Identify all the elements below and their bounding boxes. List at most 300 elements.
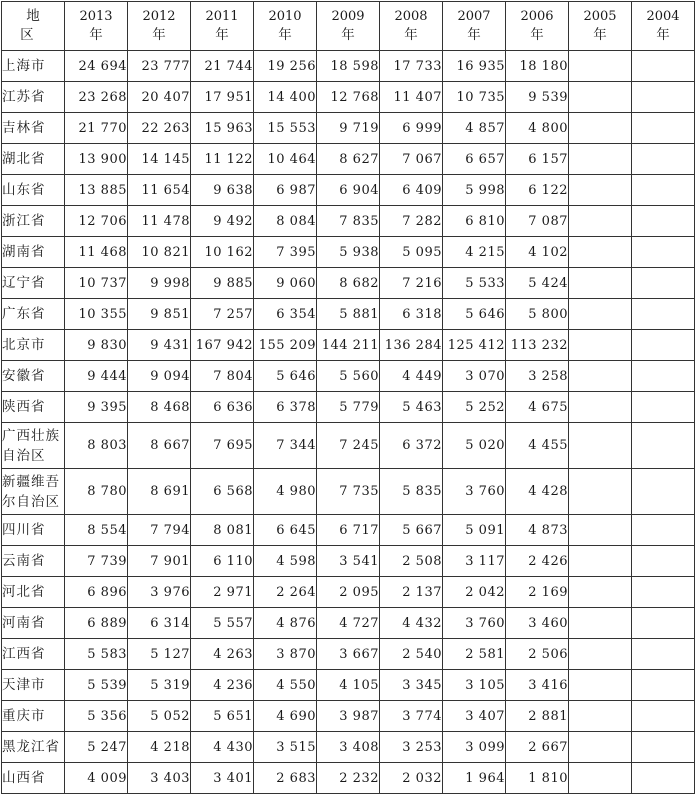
value-cell xyxy=(632,732,695,763)
value-cell: 144 211 xyxy=(317,330,380,361)
value-cell xyxy=(569,515,632,546)
year-suffix: 年 xyxy=(341,27,355,43)
value-cell xyxy=(569,51,632,82)
value-cell: 6 372 xyxy=(380,423,443,469)
value-cell xyxy=(569,546,632,577)
value-cell: 5 463 xyxy=(380,392,443,423)
year-suffix: 年 xyxy=(656,27,670,43)
year-column-header xyxy=(632,2,695,51)
value-cell: 3 099 xyxy=(443,732,506,763)
value-cell: 2 032 xyxy=(380,763,443,794)
region-cell: 重庆市 xyxy=(2,701,65,732)
value-cell: 6 889 xyxy=(65,608,128,639)
value-cell xyxy=(569,577,632,608)
value-cell: 7 216 xyxy=(380,268,443,299)
region-cell: 四川省 xyxy=(2,515,65,546)
value-cell xyxy=(632,763,695,794)
region-cell: 安徽省 xyxy=(2,361,65,392)
value-cell: 4 102 xyxy=(506,237,569,268)
value-cell: 14 400 xyxy=(254,82,317,113)
header-row xyxy=(2,2,695,51)
value-cell xyxy=(632,639,695,670)
value-cell: 6 999 xyxy=(380,113,443,144)
year-column-header xyxy=(65,2,128,51)
value-cell: 4 800 xyxy=(506,113,569,144)
year-column-header xyxy=(317,2,380,51)
table-row xyxy=(2,515,695,546)
value-cell: 3 460 xyxy=(506,608,569,639)
value-cell: 10 355 xyxy=(65,299,128,330)
value-cell: 6 636 xyxy=(191,392,254,423)
value-cell: 2 581 xyxy=(443,639,506,670)
value-cell: 7 901 xyxy=(128,546,191,577)
value-cell xyxy=(632,206,695,237)
table-row xyxy=(2,639,695,670)
value-cell: 2 264 xyxy=(254,577,317,608)
value-cell: 10 162 xyxy=(191,237,254,268)
value-cell xyxy=(569,469,632,515)
region-cell: 吉林省 xyxy=(2,113,65,144)
table-row xyxy=(2,423,695,469)
value-cell: 5 356 xyxy=(65,701,128,732)
value-cell: 23 268 xyxy=(65,82,128,113)
value-cell: 24 694 xyxy=(65,51,128,82)
table-row xyxy=(2,330,695,361)
region-cell: 浙江省 xyxy=(2,206,65,237)
year-column-header xyxy=(506,2,569,51)
year-label: 2013 xyxy=(79,9,113,24)
value-cell: 10 464 xyxy=(254,144,317,175)
value-cell: 1 810 xyxy=(506,763,569,794)
value-cell xyxy=(569,763,632,794)
value-cell: 7 282 xyxy=(380,206,443,237)
value-cell: 4 009 xyxy=(65,763,128,794)
value-cell: 11 478 xyxy=(128,206,191,237)
value-cell xyxy=(632,670,695,701)
value-cell: 6 645 xyxy=(254,515,317,546)
value-cell: 13 900 xyxy=(65,144,128,175)
value-cell: 15 553 xyxy=(254,113,317,144)
value-cell: 5 779 xyxy=(317,392,380,423)
value-cell: 4 236 xyxy=(191,670,254,701)
value-cell: 2 971 xyxy=(191,577,254,608)
value-cell: 10 735 xyxy=(443,82,506,113)
year-column-header xyxy=(254,2,317,51)
year-column-header xyxy=(443,2,506,51)
value-cell: 6 110 xyxy=(191,546,254,577)
table-row xyxy=(2,113,695,144)
value-cell: 2 169 xyxy=(506,577,569,608)
value-cell: 3 760 xyxy=(443,608,506,639)
value-cell: 5 557 xyxy=(191,608,254,639)
value-cell: 4 876 xyxy=(254,608,317,639)
value-cell: 4 430 xyxy=(191,732,254,763)
value-cell: 6 314 xyxy=(128,608,191,639)
value-cell xyxy=(632,113,695,144)
value-cell xyxy=(632,392,695,423)
value-cell xyxy=(569,701,632,732)
value-cell xyxy=(632,330,695,361)
value-cell: 9 094 xyxy=(128,361,191,392)
year-label: 2012 xyxy=(142,9,176,24)
table-row xyxy=(2,732,695,763)
value-cell: 6 987 xyxy=(254,175,317,206)
value-cell: 2 683 xyxy=(254,763,317,794)
region-cell: 辽宁省 xyxy=(2,268,65,299)
table-row xyxy=(2,361,695,392)
value-cell: 8 682 xyxy=(317,268,380,299)
value-cell: 2 506 xyxy=(506,639,569,670)
value-cell: 125 412 xyxy=(443,330,506,361)
value-cell: 5 800 xyxy=(506,299,569,330)
value-cell: 8 468 xyxy=(128,392,191,423)
value-cell: 2 095 xyxy=(317,577,380,608)
value-cell: 3 541 xyxy=(317,546,380,577)
value-cell: 5 424 xyxy=(506,268,569,299)
year-label: 2006 xyxy=(520,9,554,24)
value-cell: 17 951 xyxy=(191,82,254,113)
value-cell: 21 744 xyxy=(191,51,254,82)
table-row xyxy=(2,546,695,577)
value-cell: 4 218 xyxy=(128,732,191,763)
value-cell xyxy=(569,732,632,763)
value-cell: 20 407 xyxy=(128,82,191,113)
value-cell: 3 667 xyxy=(317,639,380,670)
value-cell: 3 105 xyxy=(443,670,506,701)
value-cell xyxy=(569,82,632,113)
value-cell: 8 627 xyxy=(317,144,380,175)
value-cell: 5 533 xyxy=(443,268,506,299)
value-cell: 8 691 xyxy=(128,469,191,515)
value-cell: 2 508 xyxy=(380,546,443,577)
region-cell: 新疆维吾尔自治区 xyxy=(2,469,65,515)
value-cell: 4 727 xyxy=(317,608,380,639)
region-cell: 山西省 xyxy=(2,763,65,794)
value-cell: 6 378 xyxy=(254,392,317,423)
region-cell: 河南省 xyxy=(2,608,65,639)
value-cell: 2 540 xyxy=(380,639,443,670)
value-cell xyxy=(632,51,695,82)
value-cell xyxy=(632,361,695,392)
region-cell: 广西壮族自治区 xyxy=(2,423,65,469)
table-row xyxy=(2,299,695,330)
value-cell: 4 215 xyxy=(443,237,506,268)
value-cell: 3 870 xyxy=(254,639,317,670)
value-cell: 5 651 xyxy=(191,701,254,732)
value-cell: 3 258 xyxy=(506,361,569,392)
year-label: 2004 xyxy=(646,9,680,24)
region-cell: 江苏省 xyxy=(2,82,65,113)
value-cell xyxy=(569,392,632,423)
value-cell: 7 695 xyxy=(191,423,254,469)
year-suffix: 年 xyxy=(467,27,481,43)
year-label: 2007 xyxy=(457,9,491,24)
value-cell: 4 105 xyxy=(317,670,380,701)
table-body xyxy=(2,51,695,794)
value-cell: 113 232 xyxy=(506,330,569,361)
value-cell: 4 873 xyxy=(506,515,569,546)
value-cell xyxy=(632,237,695,268)
value-cell: 4 980 xyxy=(254,469,317,515)
value-cell: 9 719 xyxy=(317,113,380,144)
value-cell xyxy=(569,175,632,206)
value-cell: 6 409 xyxy=(380,175,443,206)
value-cell: 19 256 xyxy=(254,51,317,82)
value-cell: 4 432 xyxy=(380,608,443,639)
value-cell xyxy=(632,423,695,469)
year-suffix: 年 xyxy=(152,27,166,43)
value-cell xyxy=(569,268,632,299)
value-cell: 3 774 xyxy=(380,701,443,732)
year-label: 2009 xyxy=(331,9,365,24)
value-cell: 4 428 xyxy=(506,469,569,515)
value-cell: 9 885 xyxy=(191,268,254,299)
table-row xyxy=(2,175,695,206)
value-cell: 11 407 xyxy=(380,82,443,113)
region-cell: 广东省 xyxy=(2,299,65,330)
table-row xyxy=(2,763,695,794)
value-cell: 6 717 xyxy=(317,515,380,546)
year-suffix: 年 xyxy=(89,27,103,43)
value-cell: 5 252 xyxy=(443,392,506,423)
region-cell: 云南省 xyxy=(2,546,65,577)
value-cell: 5 052 xyxy=(128,701,191,732)
year-label: 2005 xyxy=(583,9,617,24)
value-cell: 13 885 xyxy=(65,175,128,206)
value-cell: 6 896 xyxy=(65,577,128,608)
value-cell: 5 881 xyxy=(317,299,380,330)
value-cell: 1 964 xyxy=(443,763,506,794)
value-cell: 10 821 xyxy=(128,237,191,268)
value-cell xyxy=(569,423,632,469)
value-cell: 9 851 xyxy=(128,299,191,330)
value-cell: 2 426 xyxy=(506,546,569,577)
value-cell: 6 810 xyxy=(443,206,506,237)
value-cell: 3 408 xyxy=(317,732,380,763)
value-cell: 5 095 xyxy=(380,237,443,268)
value-cell: 6 657 xyxy=(443,144,506,175)
value-cell: 11 654 xyxy=(128,175,191,206)
value-cell: 4 455 xyxy=(506,423,569,469)
value-cell: 9 539 xyxy=(506,82,569,113)
value-cell: 9 638 xyxy=(191,175,254,206)
table-row xyxy=(2,608,695,639)
year-column-header xyxy=(380,2,443,51)
value-cell: 9 492 xyxy=(191,206,254,237)
value-cell: 3 976 xyxy=(128,577,191,608)
table-row xyxy=(2,577,695,608)
year-suffix: 年 xyxy=(278,27,292,43)
value-cell xyxy=(569,237,632,268)
value-cell: 4 263 xyxy=(191,639,254,670)
value-cell: 167 942 xyxy=(191,330,254,361)
value-cell: 4 550 xyxy=(254,670,317,701)
value-cell: 4 449 xyxy=(380,361,443,392)
region-cell: 北京市 xyxy=(2,330,65,361)
value-cell: 8 780 xyxy=(65,469,128,515)
value-cell: 2 232 xyxy=(317,763,380,794)
value-cell xyxy=(632,577,695,608)
value-cell: 17 733 xyxy=(380,51,443,82)
value-cell: 3 760 xyxy=(443,469,506,515)
value-cell: 2 667 xyxy=(506,732,569,763)
table-row xyxy=(2,392,695,423)
value-cell: 4 690 xyxy=(254,701,317,732)
value-cell: 3 515 xyxy=(254,732,317,763)
value-cell: 7 739 xyxy=(65,546,128,577)
value-cell xyxy=(632,268,695,299)
value-cell: 6 122 xyxy=(506,175,569,206)
region-cell: 上海市 xyxy=(2,51,65,82)
value-cell xyxy=(632,546,695,577)
value-cell xyxy=(569,299,632,330)
value-cell: 9 395 xyxy=(65,392,128,423)
value-cell: 8 803 xyxy=(65,423,128,469)
value-cell: 7 835 xyxy=(317,206,380,237)
value-cell: 11 122 xyxy=(191,144,254,175)
table-row xyxy=(2,237,695,268)
value-cell xyxy=(569,144,632,175)
value-cell: 3 345 xyxy=(380,670,443,701)
year-column-header xyxy=(128,2,191,51)
table-row xyxy=(2,469,695,515)
region-column-header: 地 区 xyxy=(2,2,65,51)
value-cell: 18 598 xyxy=(317,51,380,82)
value-cell: 21 770 xyxy=(65,113,128,144)
year-suffix: 年 xyxy=(593,27,607,43)
value-cell: 7 245 xyxy=(317,423,380,469)
region-cell: 江西省 xyxy=(2,639,65,670)
region-cell: 黑龙江省 xyxy=(2,732,65,763)
value-cell xyxy=(632,299,695,330)
value-cell: 12 706 xyxy=(65,206,128,237)
value-cell: 7 087 xyxy=(506,206,569,237)
value-cell: 14 145 xyxy=(128,144,191,175)
value-cell: 23 777 xyxy=(128,51,191,82)
value-cell: 9 830 xyxy=(65,330,128,361)
value-cell xyxy=(569,330,632,361)
value-cell: 5 560 xyxy=(317,361,380,392)
year-label: 2008 xyxy=(394,9,428,24)
value-cell xyxy=(632,515,695,546)
value-cell: 9 060 xyxy=(254,268,317,299)
region-cell: 天津市 xyxy=(2,670,65,701)
value-cell: 5 667 xyxy=(380,515,443,546)
value-cell: 5 127 xyxy=(128,639,191,670)
value-cell: 8 081 xyxy=(191,515,254,546)
region-cell: 湖北省 xyxy=(2,144,65,175)
region-cell: 山东省 xyxy=(2,175,65,206)
value-cell xyxy=(632,82,695,113)
value-cell: 4 675 xyxy=(506,392,569,423)
value-cell: 11 468 xyxy=(65,237,128,268)
value-cell: 136 284 xyxy=(380,330,443,361)
value-cell xyxy=(569,670,632,701)
value-cell: 7 257 xyxy=(191,299,254,330)
value-cell: 9 431 xyxy=(128,330,191,361)
table-row xyxy=(2,82,695,113)
value-cell: 5 583 xyxy=(65,639,128,670)
value-cell: 6 568 xyxy=(191,469,254,515)
value-cell xyxy=(569,608,632,639)
value-cell xyxy=(569,113,632,144)
table-row xyxy=(2,144,695,175)
value-cell: 3 070 xyxy=(443,361,506,392)
value-cell: 5 938 xyxy=(317,237,380,268)
value-cell: 3 403 xyxy=(128,763,191,794)
value-cell xyxy=(569,639,632,670)
value-cell: 22 263 xyxy=(128,113,191,144)
value-cell: 8 667 xyxy=(128,423,191,469)
value-cell: 2 137 xyxy=(380,577,443,608)
value-cell: 3 253 xyxy=(380,732,443,763)
value-cell: 5 835 xyxy=(380,469,443,515)
year-suffix: 年 xyxy=(530,27,544,43)
value-cell: 7 395 xyxy=(254,237,317,268)
value-cell: 10 737 xyxy=(65,268,128,299)
table-row xyxy=(2,268,695,299)
year-column-header xyxy=(569,2,632,51)
value-cell: 4 857 xyxy=(443,113,506,144)
value-cell: 7 344 xyxy=(254,423,317,469)
value-cell xyxy=(632,701,695,732)
value-cell: 6 354 xyxy=(254,299,317,330)
value-cell: 3 987 xyxy=(317,701,380,732)
value-cell: 5 020 xyxy=(443,423,506,469)
value-cell: 5 091 xyxy=(443,515,506,546)
value-cell: 3 401 xyxy=(191,763,254,794)
value-cell: 3 407 xyxy=(443,701,506,732)
value-cell: 2 042 xyxy=(443,577,506,608)
value-cell: 3 117 xyxy=(443,546,506,577)
value-cell: 7 735 xyxy=(317,469,380,515)
year-column-header xyxy=(191,2,254,51)
value-cell xyxy=(569,361,632,392)
table-row xyxy=(2,701,695,732)
value-cell xyxy=(632,608,695,639)
region-cell: 河北省 xyxy=(2,577,65,608)
table-row xyxy=(2,206,695,237)
value-cell: 3 416 xyxy=(506,670,569,701)
value-cell: 5 646 xyxy=(254,361,317,392)
value-cell: 155 209 xyxy=(254,330,317,361)
year-label: 2010 xyxy=(268,9,302,24)
value-cell: 6 318 xyxy=(380,299,443,330)
year-suffix: 年 xyxy=(404,27,418,43)
table-header xyxy=(2,2,695,51)
value-cell: 6 904 xyxy=(317,175,380,206)
value-cell: 7 794 xyxy=(128,515,191,546)
year-label: 2011 xyxy=(205,9,239,24)
table-row xyxy=(2,670,695,701)
region-cell: 陕西省 xyxy=(2,392,65,423)
value-cell: 9 998 xyxy=(128,268,191,299)
value-cell xyxy=(632,144,695,175)
value-cell: 5 998 xyxy=(443,175,506,206)
value-cell: 6 157 xyxy=(506,144,569,175)
value-cell: 5 319 xyxy=(128,670,191,701)
value-cell: 2 881 xyxy=(506,701,569,732)
value-cell: 12 768 xyxy=(317,82,380,113)
region-cell: 湖南省 xyxy=(2,237,65,268)
value-cell xyxy=(632,175,695,206)
value-cell: 9 444 xyxy=(65,361,128,392)
value-cell xyxy=(569,206,632,237)
value-cell: 18 180 xyxy=(506,51,569,82)
value-cell: 8 554 xyxy=(65,515,128,546)
value-cell: 5 539 xyxy=(65,670,128,701)
value-cell: 15 963 xyxy=(191,113,254,144)
